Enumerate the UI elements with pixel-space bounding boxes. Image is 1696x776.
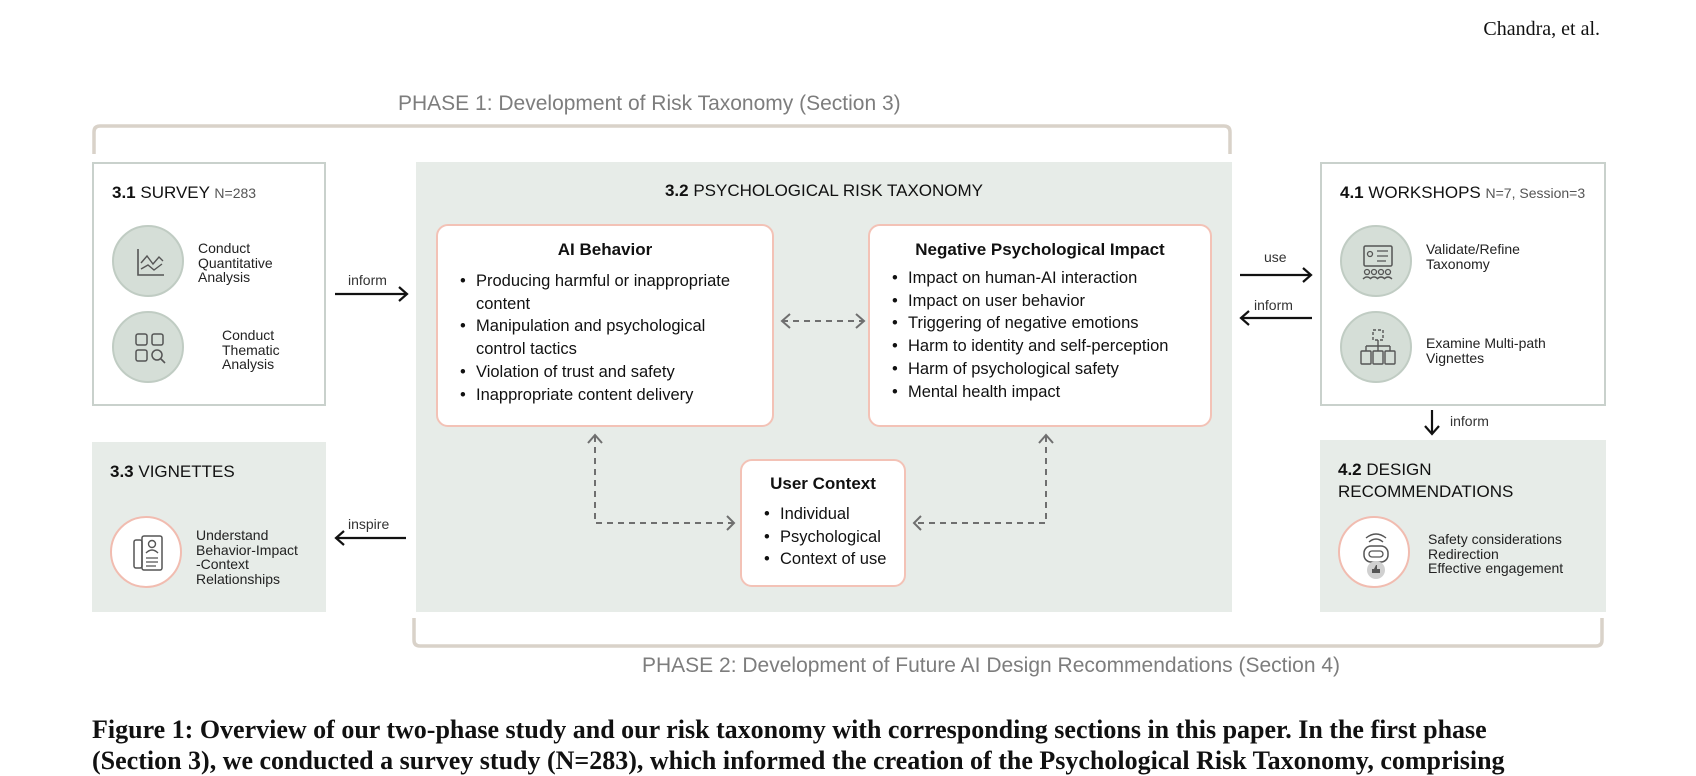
design-step-text: Safety considerations Redirection Effective engagement <box>1428 531 1564 576</box>
list-item: • Inappropriate content delivery <box>458 384 786 407</box>
arrow-label-inform-down: inform <box>1450 413 1489 429</box>
arrow-label-inform: inform <box>348 272 387 288</box>
arrow-label-inspire: inspire <box>348 516 390 532</box>
list-item: • Harm of psychological safety <box>890 358 1226 381</box>
workshops-step-1-text: Validate/Refine Taxonomy <box>1426 241 1520 272</box>
list-item: • Mental health impact <box>890 381 1226 404</box>
workshops-title: 4.1 WORKSHOPS N=7, Session=3 <box>1340 183 1586 202</box>
list-item: • Impact on human-AI interaction <box>890 267 1226 290</box>
running-header-author: Chandra, et al. <box>1483 18 1600 40</box>
list-item: • Psychological <box>762 526 920 549</box>
list-item: • Manipulation and psychological control tactics <box>458 315 786 360</box>
arrow-label-inform-back: inform <box>1254 297 1293 313</box>
list-item: • Context of use <box>762 548 920 571</box>
list-item: • Impact on user behavior <box>890 290 1226 313</box>
phase1-title: PHASE 1: Development of Risk Taxonomy (Section 3) <box>398 92 901 115</box>
user-context-title: User Context <box>770 474 876 493</box>
workshops-step-2-text: Examine Multi-path Vignettes <box>1426 335 1546 366</box>
figure-caption: Figure 1: Overview of our two-phase study and our risk taxonomy with corresponding sections in this paper. In the first phase (Section 3), we conducted a survey study (N=283), which informed the creation of the Psychological Risk Taxonomy, comprising <box>92 715 1505 775</box>
survey-step-1-text: Conduct Quantitative Analysis <box>198 240 273 285</box>
arrow-label-use: use <box>1264 249 1287 265</box>
list-item: • Harm to identity and self-perception <box>890 335 1226 358</box>
design-title: 4.2 DESIGN RECOMMENDATIONS <box>1338 460 1514 501</box>
taxonomy-title: 3.2 PSYCHOLOGICAL RISK TAXONOMY <box>664 181 984 200</box>
vignettes-title: 3.3 VIGNETTES <box>110 462 235 481</box>
list-item: • Violation of trust and safety <box>458 361 786 384</box>
phase2-title: PHASE 2: Development of Future AI Design Recommendations (Section 4) <box>642 654 1341 677</box>
survey-title: 3.1 SURVEY N=283 <box>112 183 257 202</box>
vignettes-step-text: Understand Behavior-Impact -Context Relationships <box>196 527 298 587</box>
list-item: • Triggering of negative emotions <box>890 312 1226 335</box>
survey-step-2-text: Conduct Thematic Analysis <box>222 327 280 372</box>
list-item: • Individual <box>762 503 920 526</box>
impact-title: Negative Psychological Impact <box>915 240 1165 259</box>
ai-behavior-title: AI Behavior <box>557 240 653 259</box>
list-item: • Producing harmful or inappropriate content <box>458 270 786 315</box>
